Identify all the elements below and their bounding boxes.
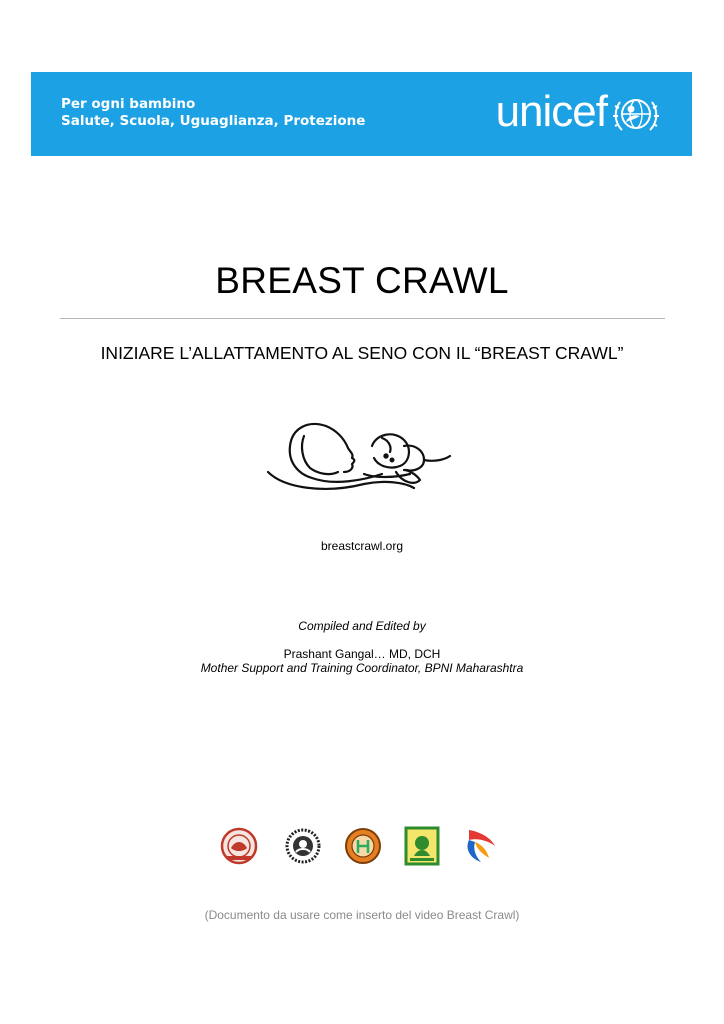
document-subtitle: INIZIARE L’ALLATTAMENTO AL SENO CON IL “BREAST CRAWL” [100,343,624,363]
unicef-logo [496,84,662,144]
partner-logo-5 [461,826,497,866]
compiled-label: Compiled and Edited by [298,619,426,633]
partner-logo-2 [284,826,322,866]
unicef-emblem-icon [610,88,662,140]
title-divider [60,318,665,319]
website-link[interactable]: breastcrawl.org [320,539,404,553]
partner-logo-1 [219,826,259,866]
footnote: (Documento da usare come inserto del video Breast Crawl) [204,908,520,922]
partner-logo-3 [344,826,382,866]
banner-tagline [61,96,365,130]
tagline-line-2: Salute, Scuola, Uguaglianza, Protezione [61,113,366,129]
tagline-line-1: Per ogni bambino [61,96,196,112]
partner-logo-4 [404,826,440,866]
author-role: Mother Support and Training Coordinator, BPNI Maharashtra [200,661,524,675]
unicef-banner [31,72,692,156]
document-title: BREAST CRAWL [215,260,509,301]
brand-wordmark: unicef [495,87,607,136]
mother-baby-illustration [264,416,454,502]
author-name: Prashant Gangal… MD, DCH [283,647,441,661]
